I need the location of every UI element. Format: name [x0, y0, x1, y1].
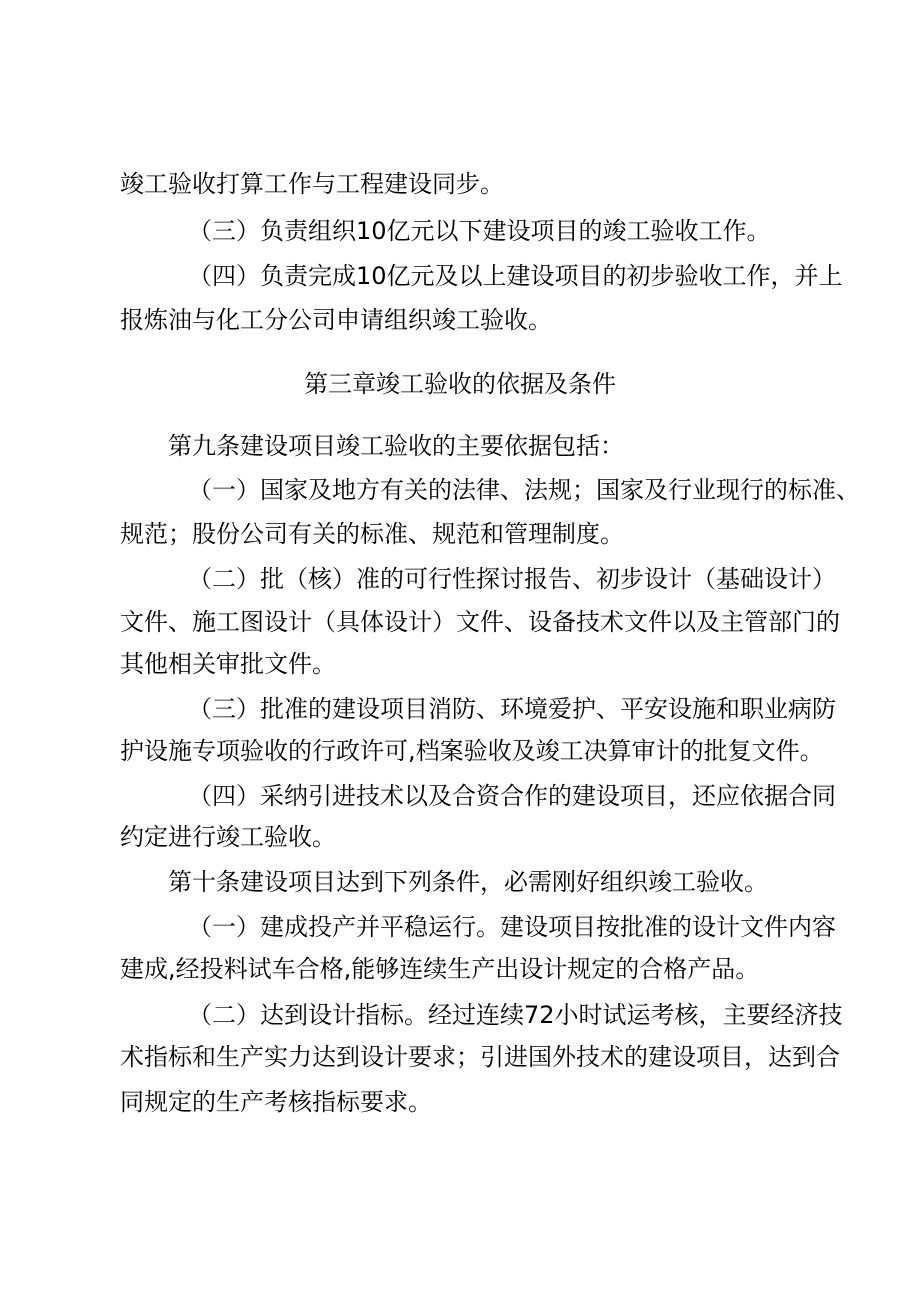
paragraph-line: 规范；股份公司有关的标准、规范和管理制度。	[120, 520, 624, 548]
paragraph-line: 文件、施工图设计（具体设计）文件、设备技术文件以及主管部门的	[120, 608, 840, 636]
paragraph-line: 竣工验收打算工作与工程建设同步。	[120, 170, 504, 198]
paragraph-line: （二）达到设计指标。经过连续72小时试运考核，主要经济技	[188, 1001, 843, 1029]
paragraph-line: （三）负责组织10亿元以下建设项目的竣工验收工作。	[188, 217, 771, 245]
chapter-heading: 第三章竣工验收的依据及条件	[304, 370, 616, 398]
paragraph-line: （三）批准的建设项目消防、环境爱护、平安设施和职业病防	[188, 695, 836, 723]
paragraph-line: 护设施专项验收的行政许可,档案验收及竣工决算审计的批复文件。	[120, 737, 824, 765]
paragraph-line: （四）负责完成10亿元及以上建设项目的初步验收工作，并上	[188, 262, 843, 290]
paragraph-line: 同规定的生产考核指标要求。	[120, 1088, 432, 1116]
article-heading: 第十条建设项目达到下列条件，必需刚好组织竣工验收。	[168, 868, 768, 896]
article-heading: 第九条建设项目竣工验收的主要依据包括：	[168, 432, 624, 460]
paragraph-line: 建成,经投料试车合格,能够连续生产出设计规定的合格产品。	[120, 955, 760, 983]
paragraph-line: 约定进行竣工验收。	[120, 823, 336, 851]
paragraph-line: 报炼油与化工分公司申请组织竣工验收。	[120, 306, 552, 334]
paragraph-line: （一）国家及地方有关的法律、法规；国家及行业现行的标准、	[188, 476, 860, 504]
paragraph-line: （二）批（核）准的可行性探讨报告、初步设计（基础设计）	[188, 565, 836, 593]
paragraph-line: 术指标和生产实力达到设计要求；引进国外技术的建设项目，达到合	[120, 1043, 840, 1071]
paragraph-line: （四）采纳引进技术以及合资合作的建设项目，还应依据合同	[188, 782, 836, 810]
paragraph-line: （一）建成投产并平稳运行。建设项目按批准的设计文件内容	[188, 913, 836, 941]
paragraph-line: 其他相关审批文件。	[120, 650, 336, 678]
